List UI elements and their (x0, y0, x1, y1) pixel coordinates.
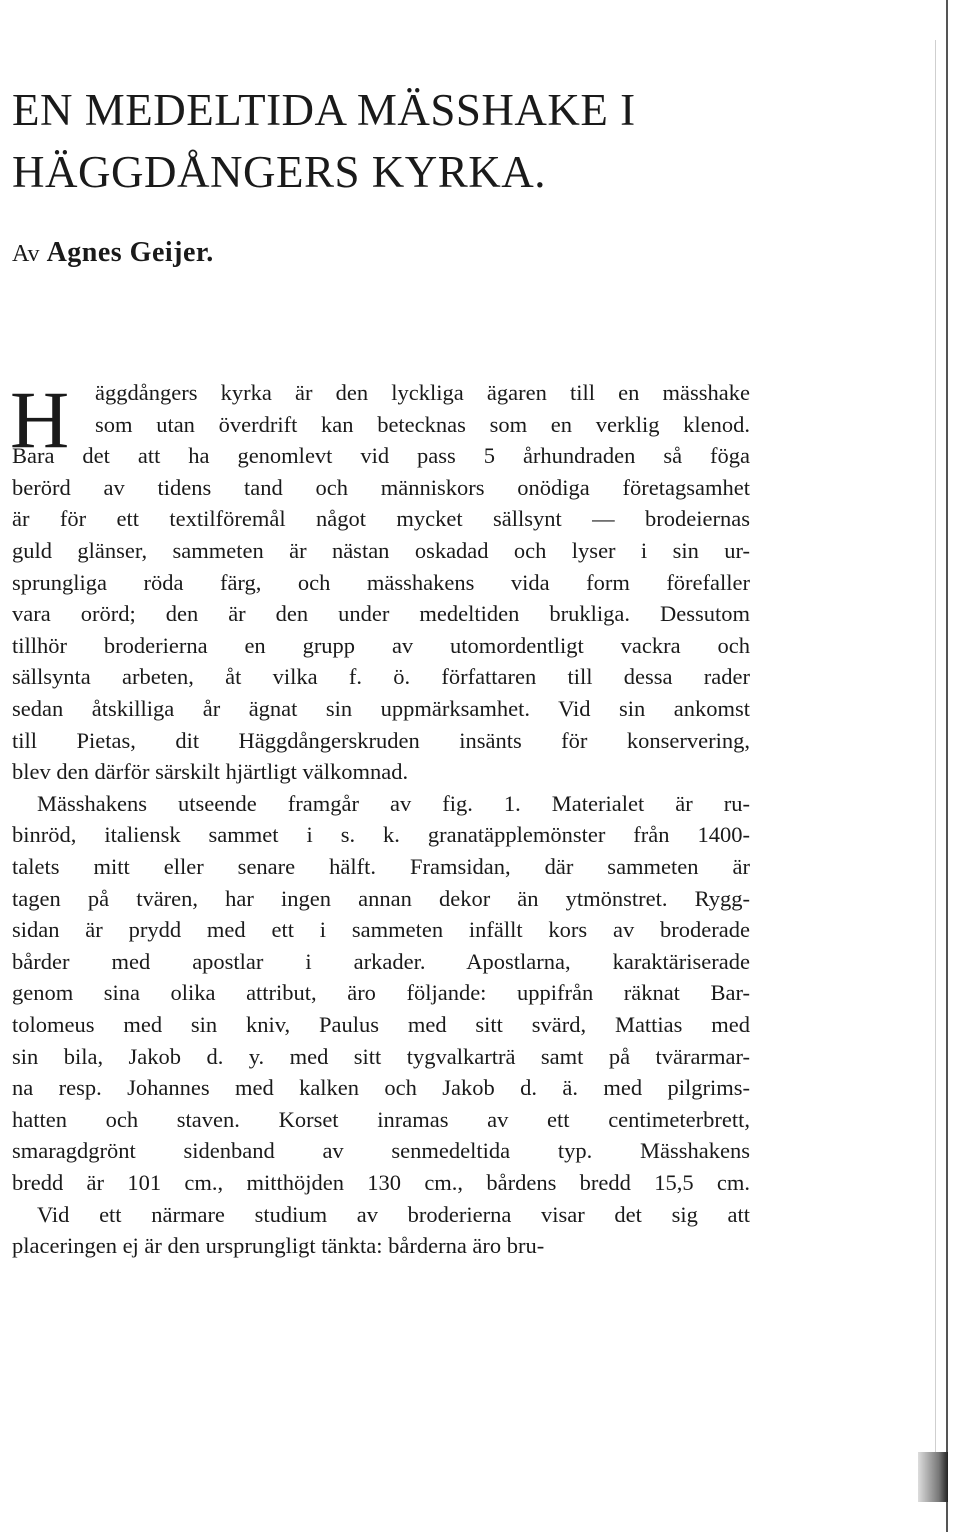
text-line: sedan åtskilliga år ägnat sin uppmärksamhet. Vid sin ankomst (12, 696, 750, 721)
text-line: vara orörd; den är den under medeltiden brukliga. Dessutom (12, 601, 750, 627)
scan-edge (946, 0, 948, 1532)
article-title-line-2: HÄGGDÅNGERS KYRKA. (12, 147, 547, 197)
text-line: som utan överdrift kan betecknas som en verklig klenod. (95, 411, 750, 437)
text-line: binröd, italiensk sammet i s. k. granatäpplemönster från 1400- (12, 822, 750, 848)
byline (12, 237, 214, 269)
text-line: Vid ett närmare studium av broderierna visar det sig att (37, 1201, 750, 1227)
scan-edge-corner (918, 1452, 948, 1502)
text-line: sidan är prydd med ett i sammeten infällt kors av broderade (12, 917, 750, 943)
byline-prefix: Av (12, 241, 40, 267)
text-line: talets mitt eller senare hälft. Framsidan, där sammeten är (12, 854, 750, 879)
article-title-line-1: EN MEDELTIDA MÄSSHAKE I (12, 85, 636, 135)
drop-cap: H (10, 374, 70, 465)
text-line: berörd av tidens tand och människors onödiga företagsamhet (12, 474, 750, 500)
text-line: genom sina olika attribut, äro följande: uppifrån räknat Bar- (12, 980, 750, 1006)
text-line: guld glänser, sammeten är nästan oskadad och lyser i sin ur- (12, 538, 750, 563)
text-line: tagen på tvären, har ingen annan dekor än ytmönstret. Rygg- (12, 885, 750, 911)
text-line: sällsynta arbeten, åt vilka f. ö. författaren till dessa rader (12, 664, 750, 690)
text-line: bårder med apostlar i arkader. Apostlarna, karaktäriserade (12, 948, 750, 974)
text-line: till Pietas, dit Häggdångerskruden insänts för konservering, (12, 727, 750, 753)
text-line: sprungliga röda färg, och mässhakens vida form förefaller (12, 569, 750, 595)
text-line: placeringen ej är den ursprungligt tänkta: bårderna äro bru- (12, 1233, 545, 1259)
author-name: Agnes Geijer. (46, 237, 214, 268)
scan-edge-shadow (935, 40, 936, 1480)
text-line: hatten och staven. Korset inramas av ett centimeterbrett, (12, 1106, 750, 1132)
text-line: sin bila, Jakob d. y. med sitt tygvalkarträ samt på tvärarmar- (12, 1043, 750, 1069)
text-line: Mässhakens utseende framgår av fig. 1. Materialet är ru- (37, 790, 750, 816)
text-line: blev den därför särskilt hjärtligt välkomnad. (12, 759, 409, 785)
text-line: äggdångers kyrka är den lyckliga ägaren till en mässhake (95, 380, 750, 405)
text-line: smaragdgrönt sidenband av senmedeltida typ. Mässhakens (12, 1138, 750, 1164)
text-line: Bara det att ha genomlevt vid pass 5 århundraden så föga (12, 443, 750, 469)
text-line: bredd är 101 cm., mitthöjden 130 cm., bårdens bredd 15,5 cm. (12, 1170, 750, 1195)
text-line: tolomeus med sin kniv, Paulus med sitt svärd, Mattias med (12, 1012, 750, 1037)
text-line: na resp. Johannes med kalken och Jakob d. ä. med pilgrims- (12, 1075, 750, 1101)
text-line: tillhör broderierna en grupp av utomordentligt vackra och (12, 632, 750, 658)
text-line: är för ett textilföremål något mycket sällsynt — brodeiernas (12, 506, 750, 532)
